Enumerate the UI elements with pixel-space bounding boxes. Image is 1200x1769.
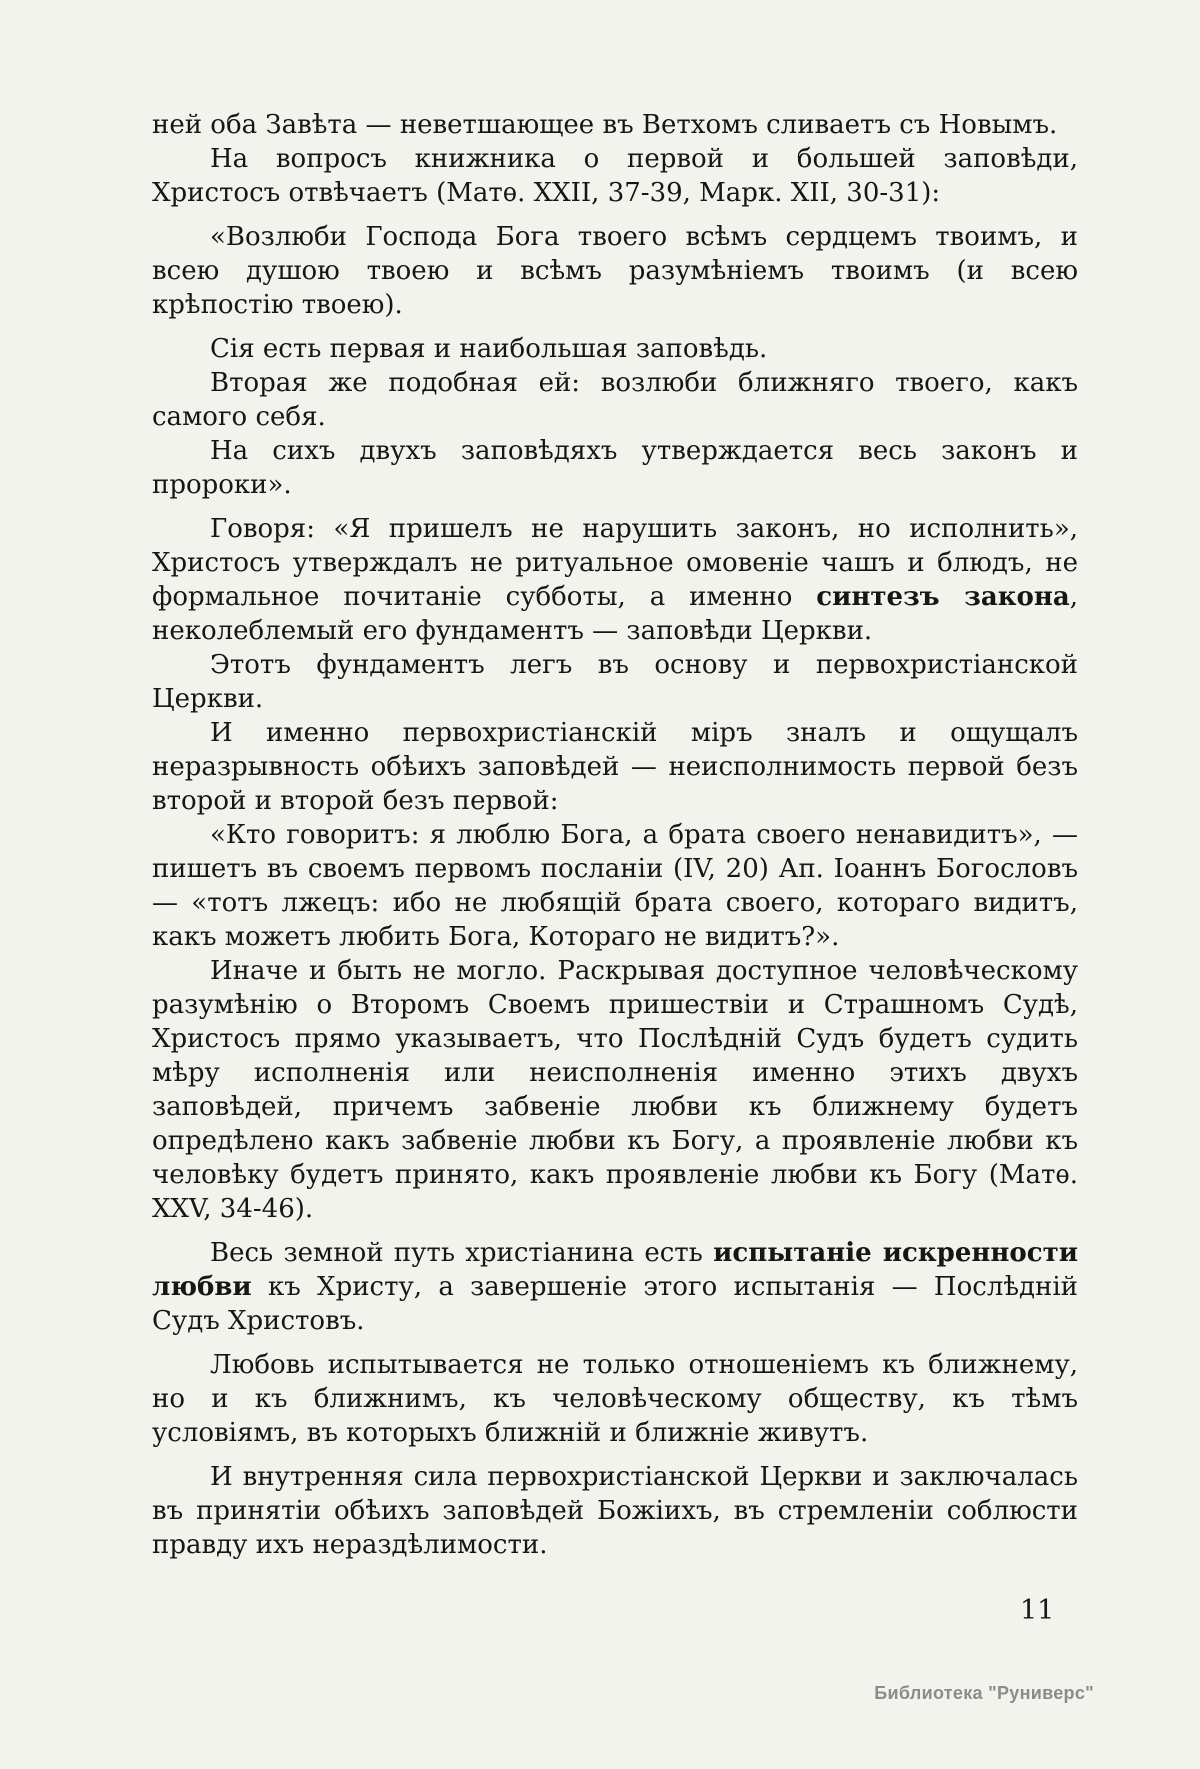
page-number: 11 (1020, 1595, 1055, 1626)
paragraph (152, 220, 1078, 322)
text-segment: Весь земной путь христіанина есть (210, 1238, 714, 1268)
paragraph (152, 142, 1078, 210)
paragraph (152, 716, 1078, 818)
paragraph (152, 1460, 1078, 1562)
text-segment: Сія есть первая и наибольшая заповѣдь. (210, 334, 768, 364)
library-watermark: Библиотека "Руниверс" (874, 1683, 1094, 1703)
paragraph (152, 332, 1078, 366)
text-segment: На вопросъ книжника о первой и большей заповѣди, Христосъ отвѣчаетъ (Матѳ. XXII, 37-39, Марк. XII, 30-31): (152, 144, 1078, 208)
text-segment: къ Христу, а завершеніе этого испытанія — Послѣдній Судъ Христовъ. (152, 1272, 1078, 1336)
text-segment: Вторая же подобная ей: возлюби ближняго твоего, какъ самого себя. (152, 368, 1078, 432)
text-segment: И именно первохристіанскій міръ зналъ и ощущалъ неразрывность обѣихъ заповѣдей — неисполнимость первой безъ второй и второй безъ первой: (152, 718, 1078, 816)
bold-text: синтезъ закона (816, 582, 1070, 612)
paragraph (152, 1236, 1078, 1338)
text-segment: Этотъ фундаментъ легъ въ основу и первохристіанской Церкви. (152, 650, 1078, 714)
text-segment: «Возлюби Господа Бога твоего всѣмъ сердцемъ твоимъ, и всею душою твоею и всѣмъ разумѣніемъ твоимъ (и всею крѣпостію твоею). (152, 222, 1078, 320)
paragraph (152, 434, 1078, 502)
text-segment: «Кто говоритъ: я люблю Бога, а брата своего ненавидитъ», — пишетъ въ своемъ первомъ посланіи (IV, 20) Ап. Іоаннъ Богословъ — «тотъ лжецъ: ибо не любящій брата своего, котораго видитъ, какъ можетъ любить Бога, Котораго не видитъ?». (152, 820, 1078, 952)
text-block (152, 108, 1078, 1562)
text-segment: Говоря: «Я пришелъ не нарушить законъ, но исполнить», Христосъ утверждалъ не ритуальное омовеніе чашъ и блюдъ, не формальное почитаніе субботы, а именно (152, 514, 1078, 612)
paragraph (152, 366, 1078, 434)
text-segment: На сихъ двухъ заповѣдяхъ утверждается весь законъ и пророки». (152, 436, 1078, 500)
bold-text: испытаніе искренности любви (152, 1238, 1078, 1302)
paragraph (152, 108, 1078, 142)
text-segment: Иначе и быть не могло. Раскрывая доступное человѣческому разумѣнію о Второмъ Своемъ пришествіи и Страшномъ Судѣ, Христосъ прямо указываетъ, что Послѣдній Судъ будетъ судить мѣру исполненія или неисполненія именно этихъ двухъ заповѣдей, причемъ забвеніе любви къ ближнему будетъ опредѣлено какъ забвеніе любви къ Богу, а проявленіе любви къ человѣку будетъ принято, какъ проявленіе любви къ Богу (Матѳ. XXV, 34-46). (152, 956, 1078, 1224)
paragraph (152, 512, 1078, 648)
text-segment: , неколеблемый его фундаментъ — заповѣди Церкви. (152, 582, 1078, 646)
paragraph (152, 1348, 1078, 1450)
paragraph (152, 818, 1078, 954)
paragraph (152, 648, 1078, 716)
paragraph (152, 954, 1078, 1226)
text-segment: Любовь испытывается не только отношеніемъ къ ближнему, но и къ ближнимъ, къ человѣческому обществу, къ тѣмъ условіямъ, въ которыхъ ближній и ближніе живутъ. (152, 1350, 1078, 1448)
text-segment: ней оба Завѣта — неветшающее въ Ветхомъ сливаетъ съ Новымъ. (152, 110, 1058, 140)
text-segment: И внутренняя сила первохристіанской Церкви и заключалась въ принятіи обѣихъ заповѣдей Божіихъ, въ стремленіи соблюсти правду ихъ нераздѣлимости. (152, 1462, 1078, 1560)
